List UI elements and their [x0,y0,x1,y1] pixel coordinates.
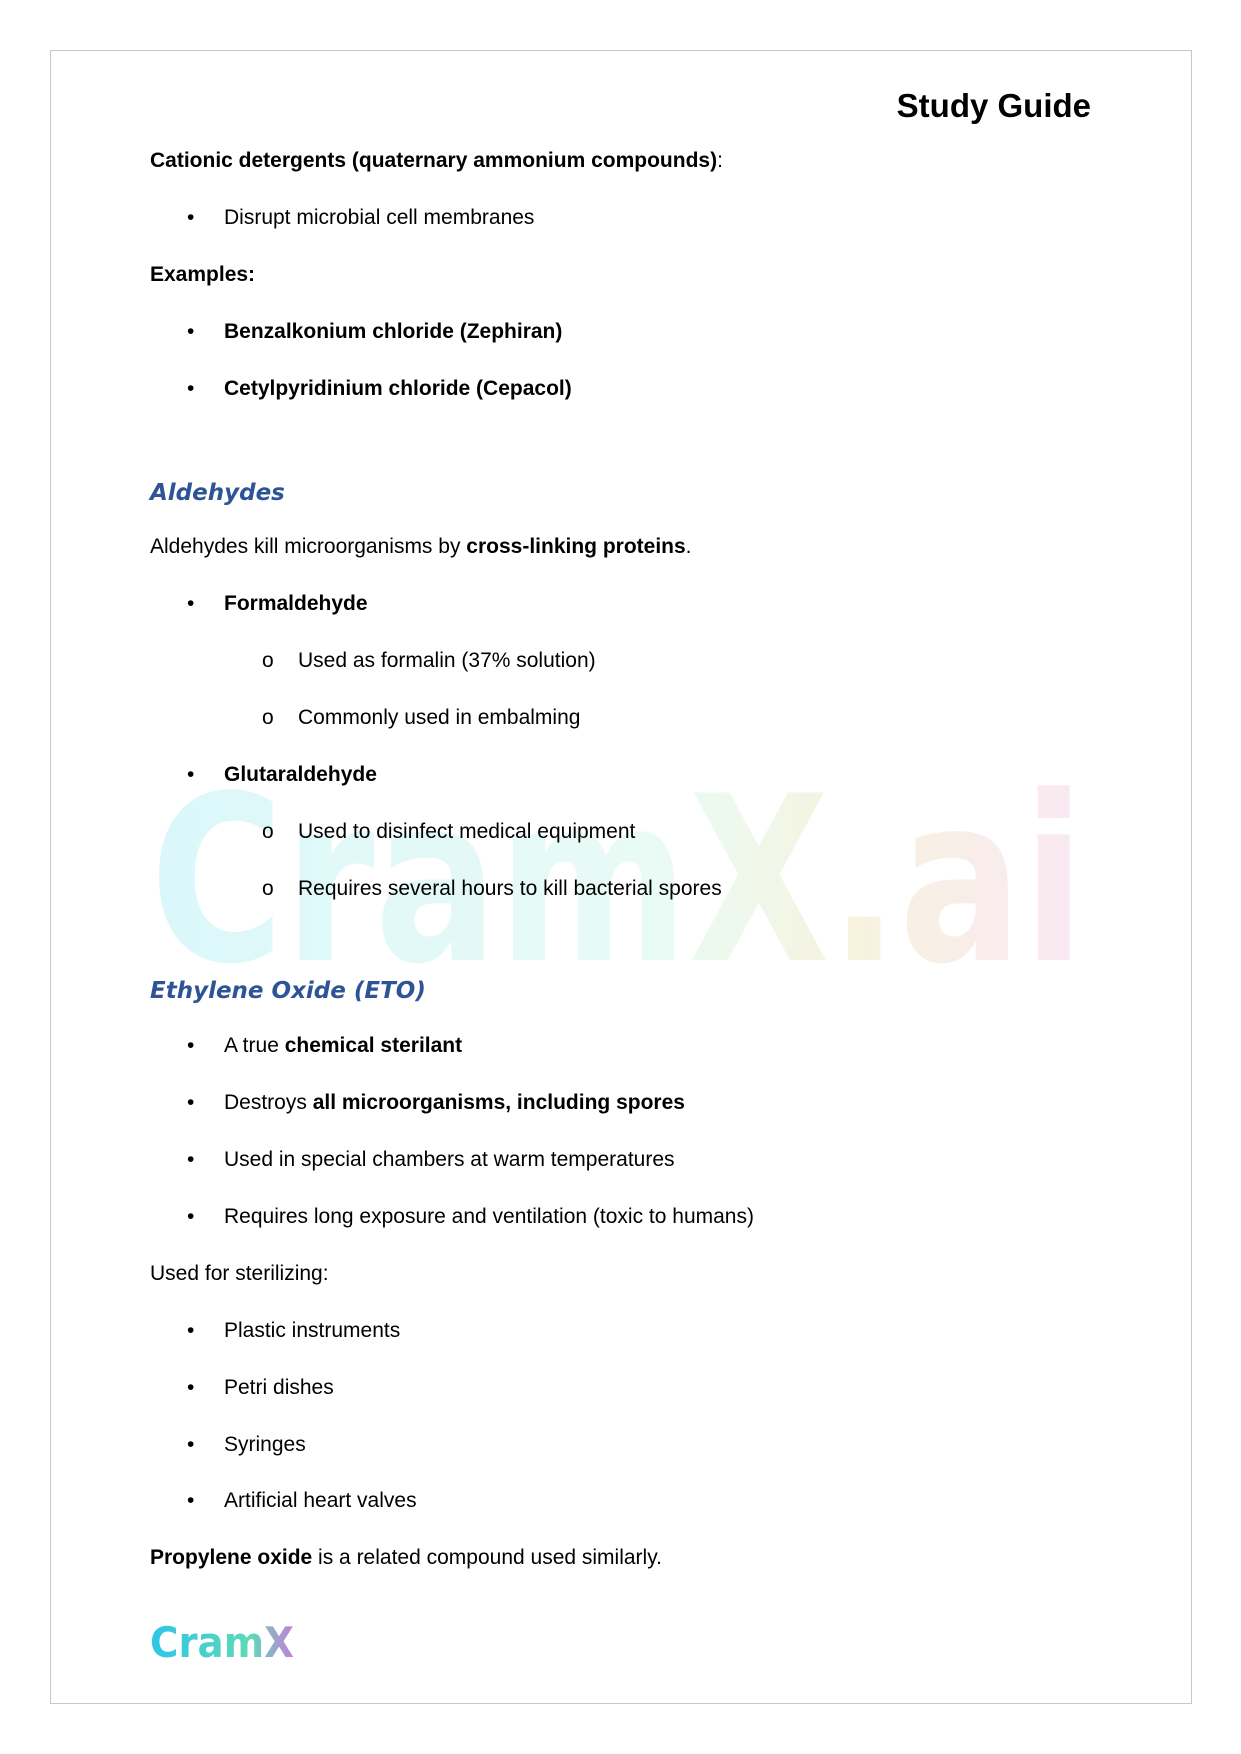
bullet: • [187,592,195,615]
sub-bullet: o [262,877,274,900]
list-item: Benzalkonium chloride (Zephiran) [224,320,563,343]
list-item: Used in special chambers at warm temperatures [224,1148,675,1171]
aldehydes-intro: Aldehydes kill microorganisms by cross-linking proteins. [150,535,692,558]
list-item: Disrupt microbial cell membranes [224,206,535,229]
svg-text:CramX: CramX [150,1618,294,1665]
bullet: • [187,1091,195,1114]
aldehydes-heading: Aldehydes [150,480,285,506]
list-item: Plastic instruments [224,1319,401,1342]
sub-bullet: o [262,649,274,672]
sub-list-item: Used as formalin (37% solution) [298,649,596,672]
bullet: • [187,1148,195,1171]
bullet: • [187,1034,195,1057]
bullet: • [187,1319,195,1342]
list-item: A true chemical sterilant [224,1034,463,1057]
used-for-label: Used for sterilizing: [150,1262,329,1285]
bullet: • [187,206,195,229]
bullet: • [187,320,195,343]
sub-bullet: o [262,820,274,843]
eto-heading: Ethylene Oxide (ETO) [150,978,426,1004]
list-item: Cetylpyridinium chloride (Cepacol) [224,377,572,400]
list-item: Petri dishes [224,1376,334,1399]
bullet: • [187,1489,195,1512]
bullet: • [187,377,195,400]
list-item: Formaldehyde [224,592,368,615]
list-item: Artificial heart valves [224,1489,417,1512]
svg-text:CramX.ai: CramX.ai [150,755,1085,995]
list-item: Syringes [224,1433,306,1456]
propylene-note: Propylene oxide is a related compound used similarly. [150,1546,662,1569]
bullet: • [187,763,195,786]
sub-list-item: Requires several hours to kill bacterial spores [298,877,722,900]
sub-bullet: o [262,706,274,729]
sub-list-item: Used to disinfect medical equipment [298,820,636,843]
bullet: • [187,1376,195,1399]
list-item: Glutaraldehyde [224,763,377,786]
sub-list-item: Commonly used in embalming [298,706,581,729]
cramx-logo [148,1617,298,1665]
list-item: Requires long exposure and ventilation (toxic to humans) [224,1205,754,1228]
page-title: Study Guide [896,87,1091,124]
bullet: • [187,1433,195,1456]
bullet: • [187,1205,195,1228]
cationic-heading: Cationic detergents (quaternary ammonium compounds): [150,149,723,172]
list-item: Destroys all microorganisms, including spores [224,1091,685,1114]
examples-label: Examples: [150,263,256,286]
